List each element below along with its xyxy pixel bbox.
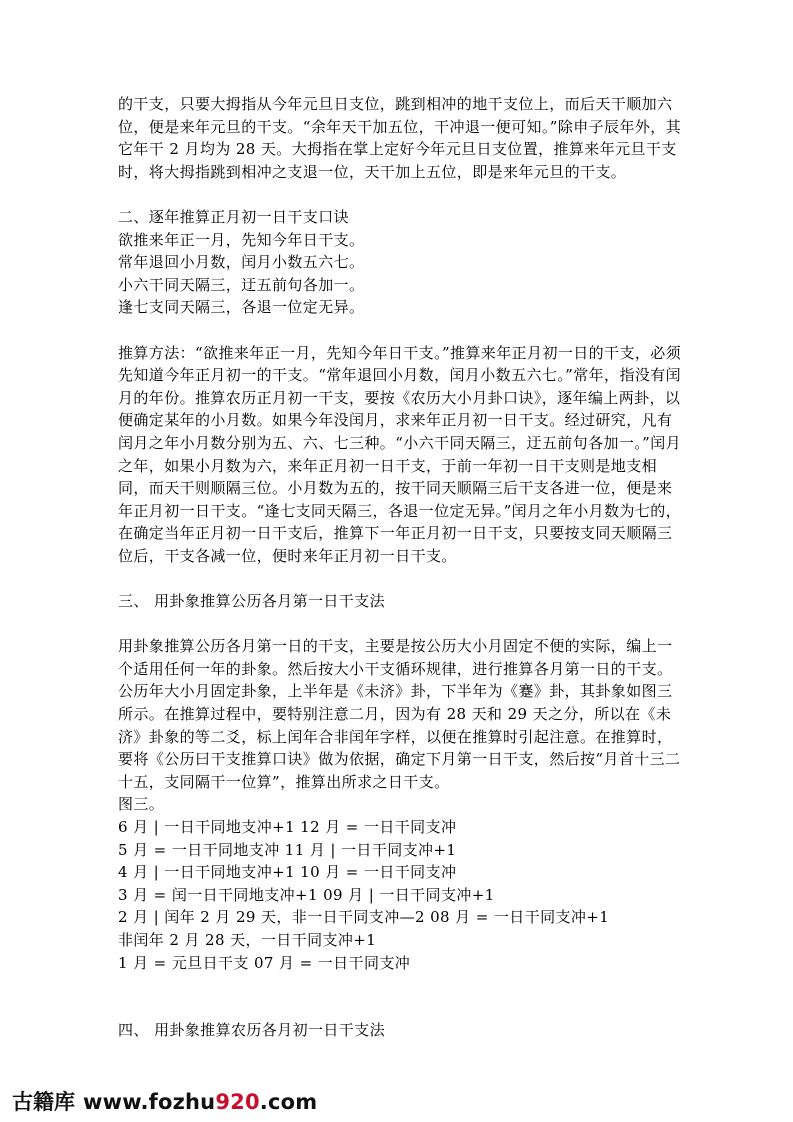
verse-line: 逢七支同天隔三，各退一位定无异。 xyxy=(118,298,365,317)
hexagram-row: 非闰年 2 月 28 天，一日干同支冲+1 xyxy=(118,930,377,949)
verse-line: 欲推来年正一月，先知今年日干支。 xyxy=(118,230,365,249)
hexagram-row: 2 月 | 闰年 2 月 29 天，非一日干同支冲—2 08 月 = 一日干同支冲+1 xyxy=(118,908,610,927)
hexagram-row: 1 月 = 元旦日干支 07 月 = 一日干同支冲 xyxy=(118,953,411,972)
hexagram-row: 5 月 = 一日干同地支冲 11 月 | 一日干同支冲+1 xyxy=(118,840,457,859)
hexagram-row: 6 月 | 一日干同地支冲+1 12 月 = 一日干同支冲 xyxy=(118,818,457,836)
hexagram-row: 4 月 | 一日干同地支冲+1 10 月 = 一日干同支冲 xyxy=(118,863,457,882)
site-watermark xyxy=(12,1086,317,1118)
section-heading-2: 二、逐年推算正月初一日干支口诀 xyxy=(118,207,350,226)
site-url: www.fozhu920.com xyxy=(83,1090,318,1114)
section-heading-3: 三、 用卦象推算公历各月第一日干支法 xyxy=(118,592,385,611)
section-heading-4: 四、 用卦象推算农历各月初一日干支法 xyxy=(118,1021,385,1040)
verse-line: 小六干同天隔三，迂五前句各加一。 xyxy=(118,275,365,294)
site-name: 古籍库 xyxy=(12,1090,75,1114)
body-text xyxy=(118,93,683,1042)
figure-label: 图三。 xyxy=(118,795,165,814)
hexagram-row: 3 月 = 闰一日干同地支冲+1 09 月 | 一日干同支冲+1 xyxy=(118,885,495,904)
paragraph-section3: 用卦象推算公历各月第一日的干支，主要是按公历大小月固定不便的实际，编上一个适用任何一年的卦象。然后按大小干支循环规律，进行推算各月第一日的干支。公历年大小月固定卦象，上半年是《未济》卦，下半年为《蹇》卦，其卦象如图三所示。在推算过程中，要特别注意二月，因为有 28 天和 29 天之分，所以在《未济》卦象的等二爻，标上闰年合非闰年字样，以便在推算时引起注意。在推算时，要将《公历曰干支推算口诀》做为依据，确定下月第一日干支，然后按“月首十三二十五，支同隔干一位算”，推算出所求之日干支。 xyxy=(118,637,681,791)
verse-line: 常年退回小月数，闰月小数五六七。 xyxy=(118,253,365,272)
paragraph-intro: 的干支，只要大拇指从今年元旦日支位，跳到相冲的地干支位上，而后天干顺加六位，便是来年元旦的干支。“余年天干加五位，干冲退一便可知。”除申子辰年外，其它年干 2 月均为 28 天。大拇指在掌上定好今年元旦日支位置，推算来年元旦干支时，将大拇指跳到相冲之支退一位，天干加上五位，即是来年元旦的干支。 xyxy=(118,95,682,181)
paragraph-method: 推算方法：“欲推来年正一月，先知今年日干支。”推算来年正月初一日的干支，必须先知道今年正月初一的干支。“常年退回小月数，闰月小数五六七。”常年，指没有闰月的年份。推算农历正月初一干支，要按《农历大小月卦口诀》，逐年编上两卦，以便确定某年的小月数。如果今年没闰月，求来年正月初一日干支。经过研究，凡有闰月之年小月数分别为五、六、七三种。“小六干同天隔三，迂五前句各加一。”闰月之年，如果小月数为六，来年正月初一日干支，于前一年初一日干支则是地支相同，而天干则顺隔三位。小月数为五的，按干同天顺隔三后干支各进一位，便是来年正月初一日干支。“逢七支同天隔三，各退一位定无异。”闰月之年小月数为七的，在确定当年正月初一日干支后，推算下一年正月初一日干支，只要按支同天顺隔三位后，干支各减一位，便时来年正月初一日干支。 xyxy=(118,343,682,565)
